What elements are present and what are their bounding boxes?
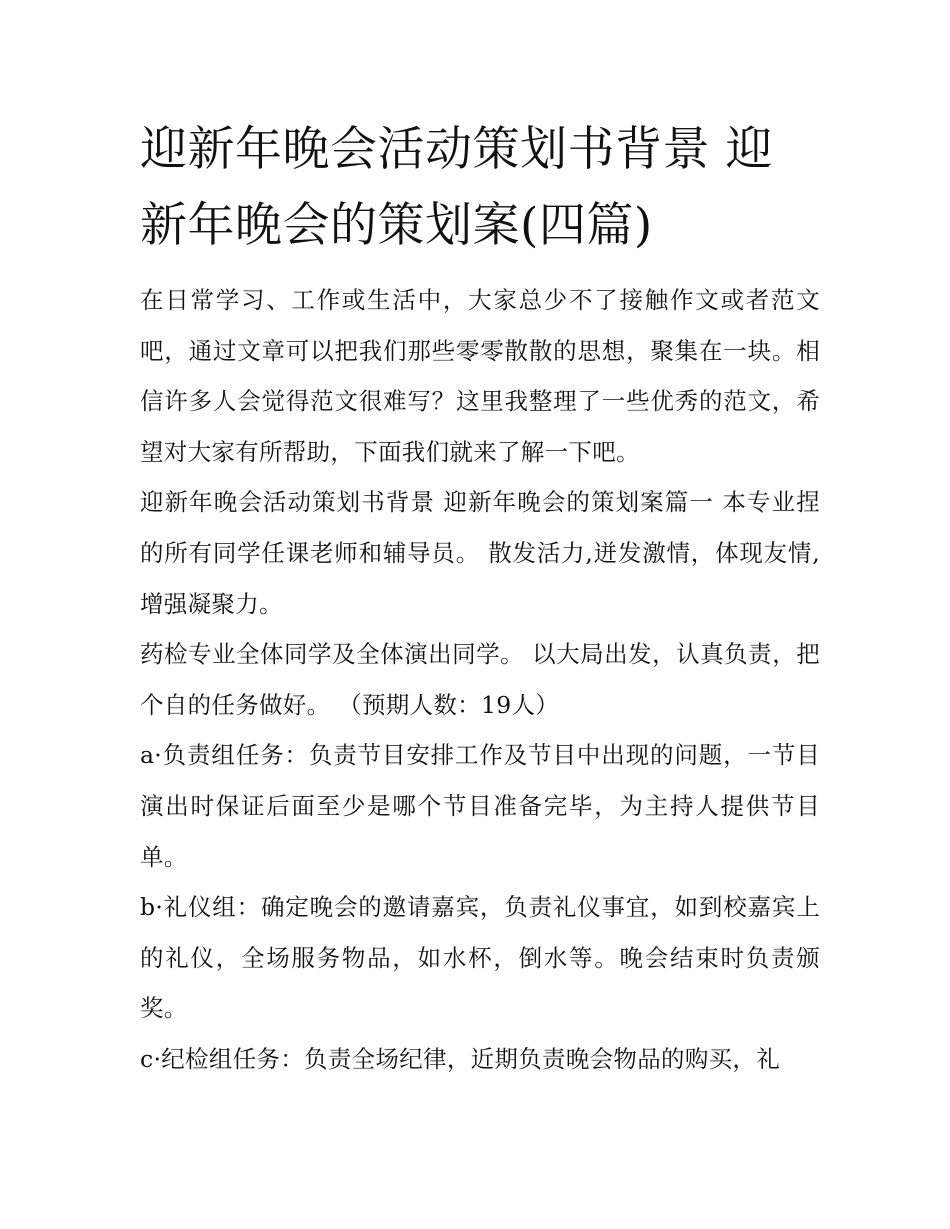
document-page [140,112,820,1085]
paragraph-group-c: c·纪检组任务：负责全场纪律，近期负责晚会物品的购买，礼 [140,1044,781,1073]
paragraph-intro: 在日常学习、工作或生活中，大家总少不了接触作文或者范文吧，通过文章可以把我们那些零零散散的思想，聚集在一块。相信许多人会觉得范文很难写？这里我整理了一些优秀的范文，希望对大家有所帮助，下面我们就来了解一下吧。 [140,286,820,466]
paragraph-part-one: 迎新年晚会活动策划书背景 迎新年晚会的策划案篇一 本专业捏的所有同学任课老师和辅导员。 散发活力,迸发激情，体现友情,增强凝聚力。 [140,488,820,618]
paragraph-group-b: b·礼仪组：确定晚会的邀请嘉宾，负责礼仪事宜，如到校嘉宾上的礼仪，全场服务物品，如水杯，倒水等。晚会结束时负责颁奖。 [140,893,820,1023]
document-body [140,275,820,1085]
document-title: 迎新年晚会活动策划书背景 迎新年晚会的策划案(四篇) [140,122,773,253]
paragraph-group-a: a·负责组任务：负责节目安排工作及节目中出现的问题，一节目演出时保证后面至少是哪个节目准备完毕，为主持人提供节目单。 [140,741,820,871]
paragraph-participants: 药检专业全体同学及全体演出同学。 以大局出发，认真负责，把个自的任务做好。 （预期人数：19人） [140,640,820,719]
